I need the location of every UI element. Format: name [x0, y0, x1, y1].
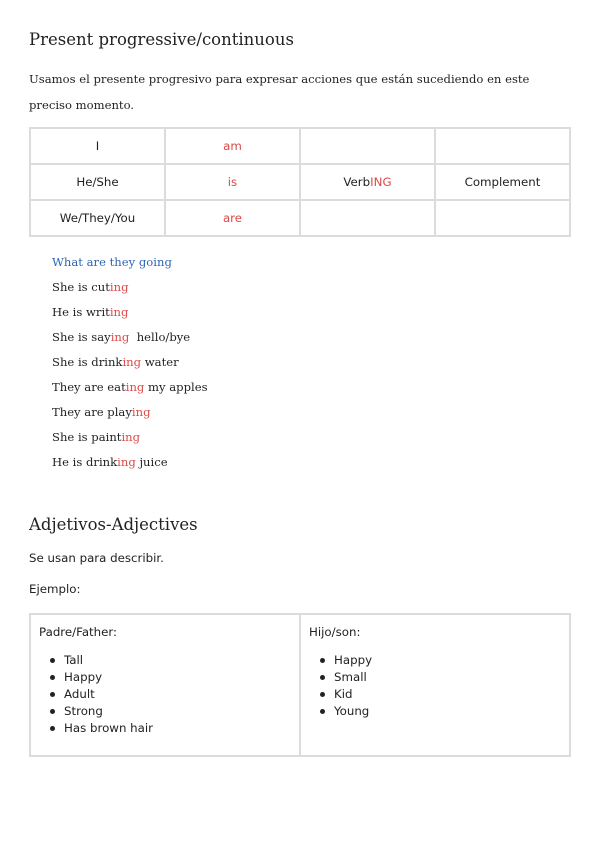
- list-item: Tall: [39, 652, 291, 669]
- ing-highlight: ing: [125, 380, 145, 394]
- complement-cell: Complement: [435, 164, 570, 200]
- ing-suffix: ING: [370, 175, 392, 189]
- example-text: She is paint: [52, 430, 122, 444]
- intro-paragraph: Usamos el presente progresivo para expresar acciones que están sucediendo en este preciso momento.: [29, 72, 530, 112]
- example-tail: my apples: [144, 380, 208, 394]
- example-tail: hello/bye: [129, 330, 191, 344]
- example-tail: water: [141, 355, 179, 369]
- example-text: He is writ: [52, 305, 110, 319]
- ing-highlight: ing: [109, 305, 129, 319]
- father-adjective-list: [39, 652, 291, 737]
- grammar-table: [29, 127, 571, 237]
- list-item: [52, 325, 208, 350]
- list-item: Strong: [39, 703, 291, 720]
- list-item: Kid: [309, 686, 561, 703]
- empty-cell: [435, 200, 570, 236]
- list-item: [52, 400, 208, 425]
- empty-cell: [300, 200, 435, 236]
- ing-highlight: ing: [122, 355, 142, 369]
- list-item: Young: [309, 703, 561, 720]
- example-text: They are play: [52, 405, 132, 419]
- example-list: [52, 250, 208, 475]
- list-item: [52, 350, 208, 375]
- table-row: [30, 200, 570, 236]
- example-text: She is drink: [52, 355, 123, 369]
- list-item: [52, 375, 208, 400]
- example-tail: juice: [135, 455, 168, 469]
- column-title: Hijo/son:: [309, 625, 361, 639]
- table-row: [30, 614, 570, 756]
- ing-highlight: ing: [117, 455, 136, 469]
- son-adjective-list: [309, 652, 561, 720]
- section-title-present-progressive: Present progressive/continuous: [29, 30, 294, 49]
- list-item: Happy: [39, 669, 291, 686]
- verb-cell: is: [165, 164, 300, 200]
- list-item: Happy: [309, 652, 561, 669]
- empty-cell: [435, 128, 570, 164]
- list-item: [52, 300, 208, 325]
- ing-highlight: ing: [109, 280, 129, 294]
- list-item: [52, 275, 208, 300]
- subject-cell: He/She: [30, 164, 165, 200]
- example-text: She is cut: [52, 280, 110, 294]
- list-item: Small: [309, 669, 561, 686]
- ing-highlight: ing: [131, 405, 151, 419]
- verb-cell: are: [165, 200, 300, 236]
- table-row: [30, 128, 570, 164]
- list-item: Has brown hair: [39, 720, 291, 737]
- verb-cell: am: [165, 128, 300, 164]
- example-text: He is drink: [52, 455, 118, 469]
- subject-cell: I: [30, 128, 165, 164]
- son-column: [300, 614, 570, 756]
- list-item: Adult: [39, 686, 291, 703]
- father-column: [30, 614, 300, 756]
- list-item: [52, 425, 208, 450]
- ing-highlight: ing: [110, 330, 130, 344]
- example-question: What are they going: [52, 255, 172, 269]
- column-title: Padre/Father:: [39, 625, 118, 639]
- verb-base: Verb: [343, 175, 371, 189]
- adjectives-table: [29, 613, 571, 757]
- example-text: She is say: [52, 330, 111, 344]
- table-row: [30, 164, 570, 200]
- example-text: They are eat: [52, 380, 126, 394]
- section-title-adjectives: Adjetivos-Adjectives: [29, 515, 198, 534]
- example-label: Ejemplo:: [29, 582, 81, 596]
- verbing-cell: [300, 164, 435, 200]
- adjectives-description: Se usan para describir.: [29, 551, 164, 565]
- subject-cell: We/They/You: [30, 200, 165, 236]
- ing-highlight: ing: [121, 430, 141, 444]
- empty-cell: [300, 128, 435, 164]
- list-item: [52, 450, 208, 475]
